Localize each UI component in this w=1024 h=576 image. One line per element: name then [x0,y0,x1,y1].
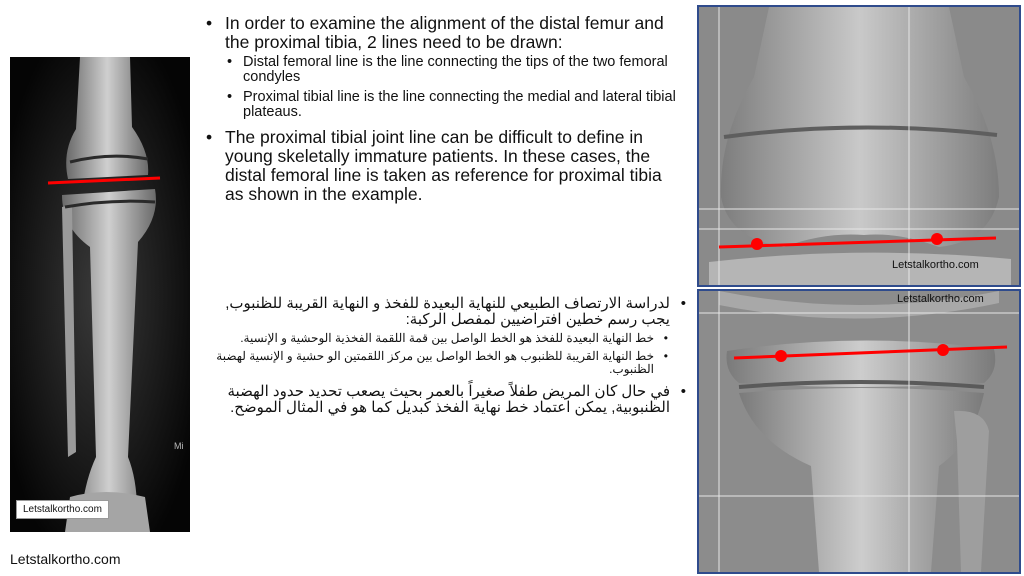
femur-knee-xray-panel [697,5,1021,287]
medial-condyle-tip-marker [751,238,763,250]
top-panel-watermark: Letstalkortho.com [892,259,979,271]
arabic-text-block [204,296,688,424]
arabic-sub-bullet-2: • خط النهاية القريبة للظنبوب هو الخط الواصل بين مركز اللقمتين الو حشية و الإنسية لهضبة الظنبوب. [204,350,670,376]
arabic-sub-bullet-1: • خط النهاية البعيدة للفخذ هو الخط الواصل بين قمة اللقمة الفخذية الوحشية و الإنسية. [204,332,670,345]
lateral-plateau-marker [937,344,949,356]
svg-text:Mi: Mi [174,441,184,451]
left-xray-watermark: Letstalkortho.com [16,500,109,519]
leg-xray-image [10,57,190,532]
bottom-panel-watermark: Letstalkortho.com [897,293,984,305]
arabic-bullet-1: • لدراسة الارتصاف الطبيعي للنهاية البعيدة للفخذ و النهاية القريبة للظنبوب, يجب رسم خطين افتراضيين لمفصل الركبة: • خط النهاية البعيدة للفخذ هو الخط الواصل بين قمة اللقمة الفخذية الوحشية و الإنسية. • خط النهاية القريبة للظنبوب هو الخط الواصل بين مركز اللقمتين الو حشية و الإنسية لهضبة الظنبوب. [204,296,688,376]
english-text-block [204,14,684,212]
medial-plateau-marker [775,350,787,362]
arabic-bullet-2: • في حال كان المريض طفلاً صغيراً بالعمر بحيث يصعب تحديد حدود الهضبة الظنبوبية, يمكن اعتماد خط نهاية الفخذ كبديل كما هو في المثال الموضح. [204,384,688,416]
english-bullet-2: • The proximal tibial joint line can be difficult to define in young skeletally immature patients. In these cases, the distal femoral line is taken as reference for proximal tibia as shown in the example. [204,128,684,204]
tibia-knee-xray-panel [697,289,1021,574]
english-bullet-1: • In order to examine the alignment of the distal femur and the proximal tibia, 2 lines need to be drawn: • Distal femoral line is the line connecting the tips of the two femoral condyles • Proximal tibial line is the line connecting the medial and lateral tibial plateaus. [204,14,684,120]
footer-brand: Letstalkortho.com [10,551,121,567]
english-sub-bullet-2: • Proximal tibial line is the line connecting the medial and lateral tibial plateaus. [225,90,684,120]
lateral-condyle-tip-marker [931,233,943,245]
english-sub-bullet-1: • Distal femoral line is the line connecting the tips of the two femoral condyles [225,55,684,85]
